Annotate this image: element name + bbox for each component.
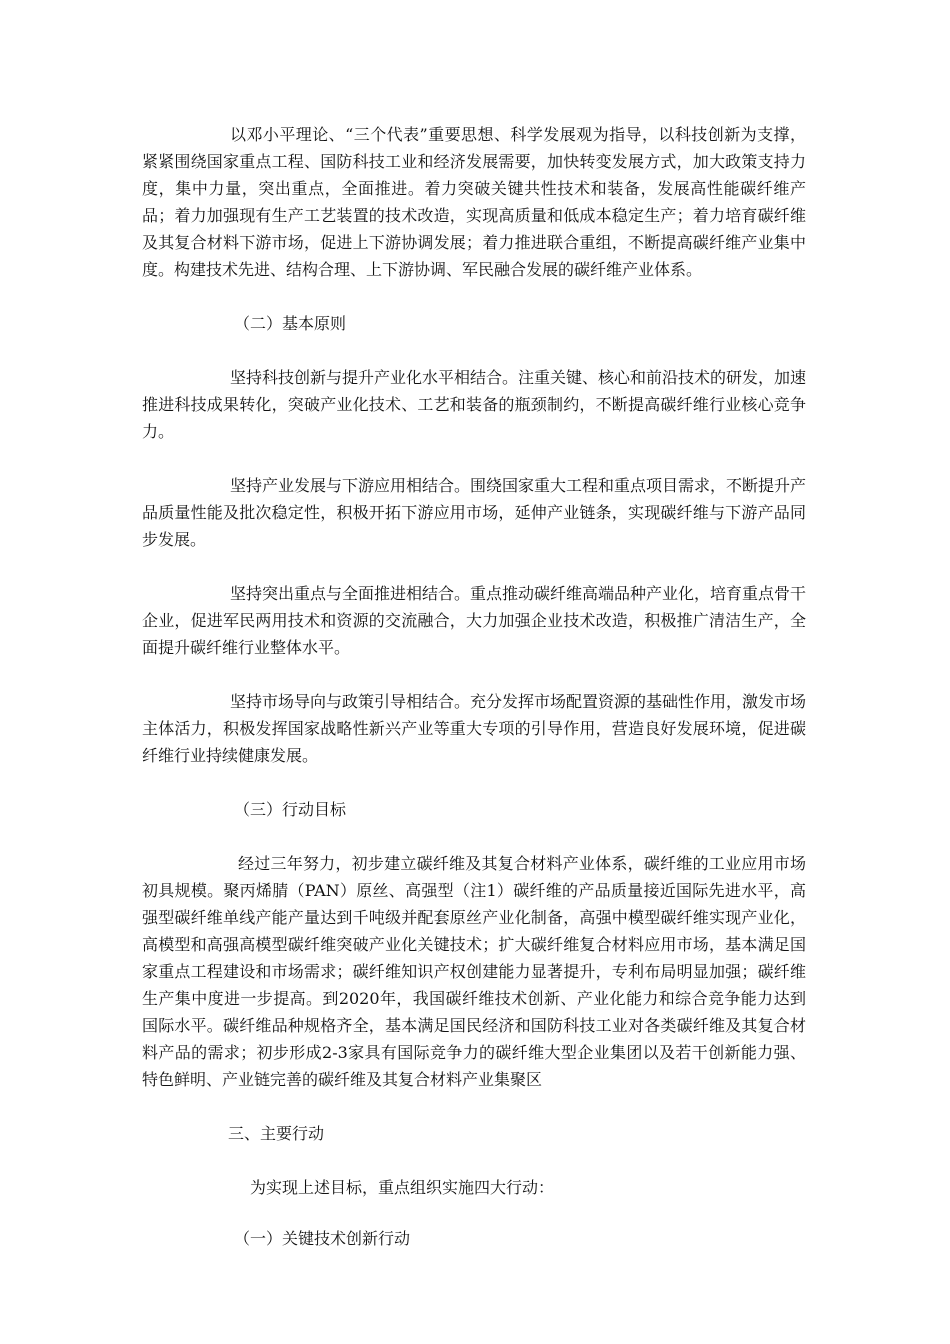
principle-paragraph-downstream: 坚持产业发展与下游应用相结合。围绕国家重大工程和重点项目需求，不断提升产品质量性能及批次稳定性，积极开拓下游应用市场，延伸产业链条，实现碳纤维与下游产品同步发展。 xyxy=(142,476,807,549)
principle-paragraph-innovation: 坚持科技创新与提升产业化水平相结合。注重关键、核心和前沿技术的研发，加速推进科技成果转化，突破产业化技术、工艺和装备的瓶颈制约，不断提高碳纤维行业核心竞争力。 xyxy=(142,368,807,441)
main-actions-intro: 为实现上述目标，重点组织实施四大行动： xyxy=(250,1178,555,1197)
chapter-heading-main-actions: 三、主要行动 xyxy=(228,1124,325,1143)
principle-paragraph-market: 坚持市场导向与政策引导相结合。充分发挥市场配置资源的基础性作用，激发市场主体活力，积极发挥国家战略性新兴产业等重大专项的引导作用，营造良好发展环境，促进碳纤维行业持续健康发展。 xyxy=(142,692,807,765)
guiding-ideology-paragraph: 以邓小平理论、“三个代表”重要思想、科学发展观为指导，以科技创新为支撑，紧紧围绕国家重点工程、国防科技工业和经济发展需要，加快转变发展方式，加大政策支持力度，集中力量，突出重点，全面推进。着力突破关键共性技术和装备，发展高性能碳纤维产品；着力加强现有生产工艺装置的技术改造，实现高质量和低成本稳定生产；着力培育碳纤维及其复合材料下游市场，促进上下游协调发展；着力推进联合重组，不断提高碳纤维产业集中度。构建技术先进、结构合理、上下游协调、军民融合发展的碳纤维产业体系。 xyxy=(142,125,806,279)
section-heading-key-tech: （一）关键技术创新行动 xyxy=(234,1229,411,1248)
action-goals-paragraph: 经过三年努力，初步建立碳纤维及其复合材料产业体系，碳纤维的工业应用市场初具规模。聚丙烯腈（PAN）原丝、高强型（注1）碳纤维的产品质量接近国际先进水平，高强型碳纤维单线产能产量达到千吨级并配套原丝产业化制备，高强中模型碳纤维实现产业化，高模型和高强高模型碳纤维突破产业化关键技术；扩大碳纤维复合材料应用市场，基本满足国家重点工程建设和市场需求；碳纤维知识产权创建能力显著提升，专利布局明显加强；碳纤维生产集中度进一步提高。到2020年，我国碳纤维技术创新、产业化能力和综合竞争能力达到国际水平。碳纤维品种规格齐全，基本满足国民经济和国防科技工业对各类碳纤维及其复合材料产品的需求；初步形成2-3家具有国际竞争力的碳纤维大型企业集团以及若干创新能力强、特色鲜明、产业链完善的碳纤维及其复合材料产业集聚区 xyxy=(142,854,806,1089)
document-page xyxy=(142,121,806,1252)
section-heading-basic-principles: （二）基本原则 xyxy=(234,314,347,333)
section-heading-action-goals: （三）行动目标 xyxy=(234,800,347,819)
principle-paragraph-focus: 坚持突出重点与全面推进相结合。重点推动碳纤维高端品种产业化，培育重点骨干企业，促进军民两用技术和资源的交流融合，大力加强企业技术改造，积极推广清洁生产，全面提升碳纤维行业整体水平。 xyxy=(142,584,807,657)
